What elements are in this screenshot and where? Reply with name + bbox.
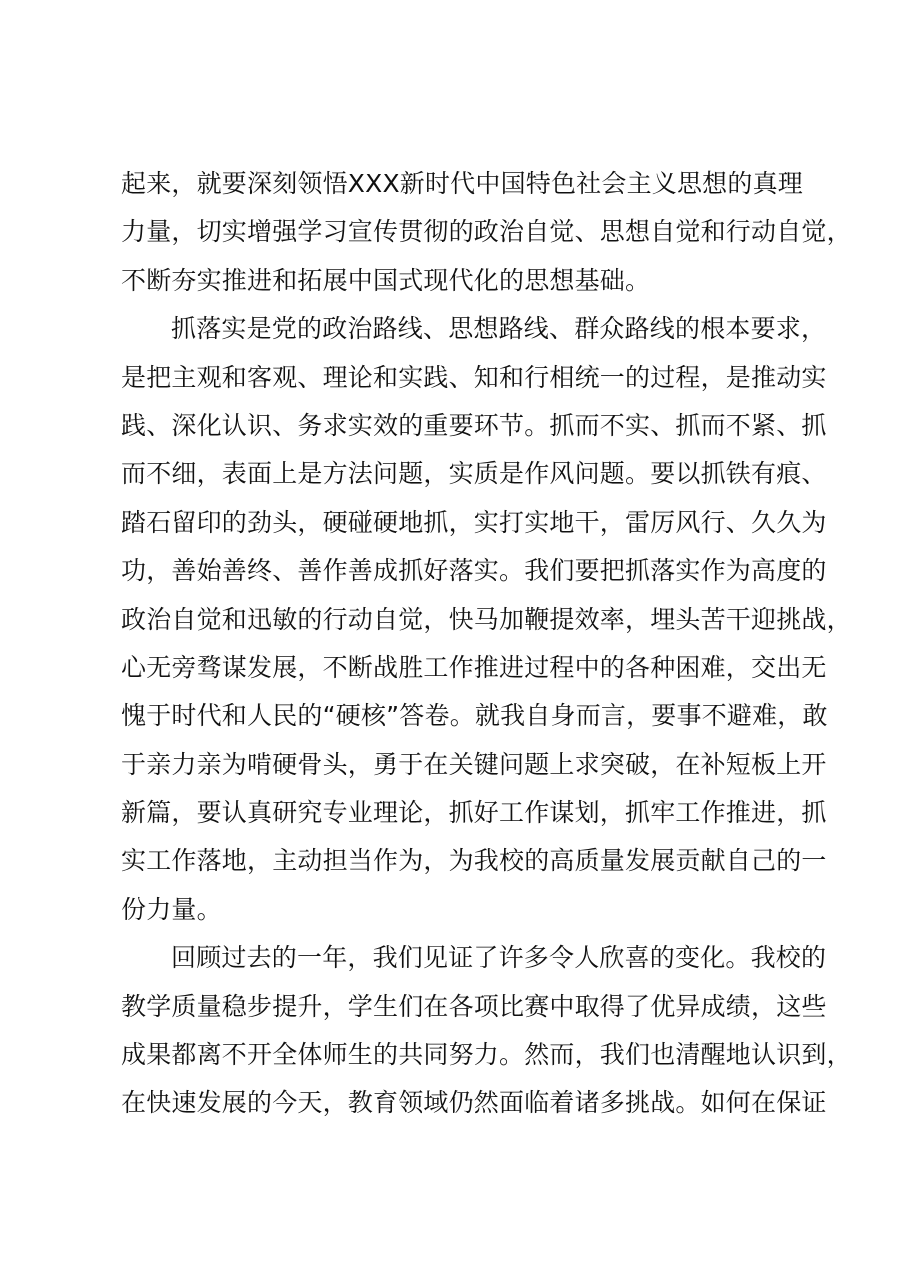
text-line: 而不细，表面上是方法问题，实质是作风问题。要以抓铁有痕、 xyxy=(121,459,827,489)
text-line: 成果都离不开全体师生的共同努力。然而，我们也清醒地认识到， xyxy=(121,1040,852,1070)
text-line: 实工作落地，主动担当作为，为我校的高质量发展贡献自己的一 xyxy=(121,846,827,876)
text-line: 政治自觉和迅敏的行动自觉，快马加鞭提效率，埋头苦干迎挑战， xyxy=(121,604,852,634)
body-text xyxy=(121,160,852,1128)
text-line: 于亲力亲为啃硬骨头，勇于在关键问题上求突破，在补短板上开 xyxy=(121,749,827,779)
text-line: 踏石留印的劲头，硬碰硬地抓，实打实地干，雷厉风行、久久为 xyxy=(121,507,827,537)
text-line: 不断夯实推进和拓展中国式现代化的思想基础。 xyxy=(121,265,651,295)
text-line: 起来，就要深刻领悟XXX新时代中国特色社会主义思想的真理 xyxy=(121,169,803,198)
text-line: 践、深化认识、务求实效的重要环节。抓而不实、抓而不紧、抓 xyxy=(121,410,827,440)
text-line: 心无旁骛谋发展，不断战胜工作推进过程中的各种困难，交出无 xyxy=(121,652,827,682)
text-line: 份力量。 xyxy=(121,894,222,924)
text-line: 教学质量稳步提升，学生们在各项比赛中取得了优异成绩，这些 xyxy=(121,991,827,1021)
text-line: 愧于时代和人民的“硬核”答卷。就我自身而言，要事不避难，敢 xyxy=(121,701,828,731)
paragraph-first-line: 抓落实是党的政治路线、思想路线、群众路线的根本要求， xyxy=(171,314,827,344)
text-line: 在快速发展的今天，教育领域仍然面临着诸多挑战。如何在保证 xyxy=(121,1088,827,1118)
paragraph-first-line: 回顾过去的一年，我们见证了许多令人欣喜的变化。我校的 xyxy=(171,943,827,973)
text-line: 是把主观和客观、理论和实践、知和行相统一的过程，是推动实 xyxy=(121,362,827,392)
text-line: 力量，切实增强学习宣传贯彻的政治自觉、思想自觉和行动自觉， xyxy=(121,217,852,247)
text-line: 功，善始善终、善作善成抓好落实。我们要把抓落实作为高度的 xyxy=(121,556,827,586)
text-line: 新篇，要认真研究专业理论，抓好工作谋划，抓牢工作推进，抓 xyxy=(121,798,827,828)
